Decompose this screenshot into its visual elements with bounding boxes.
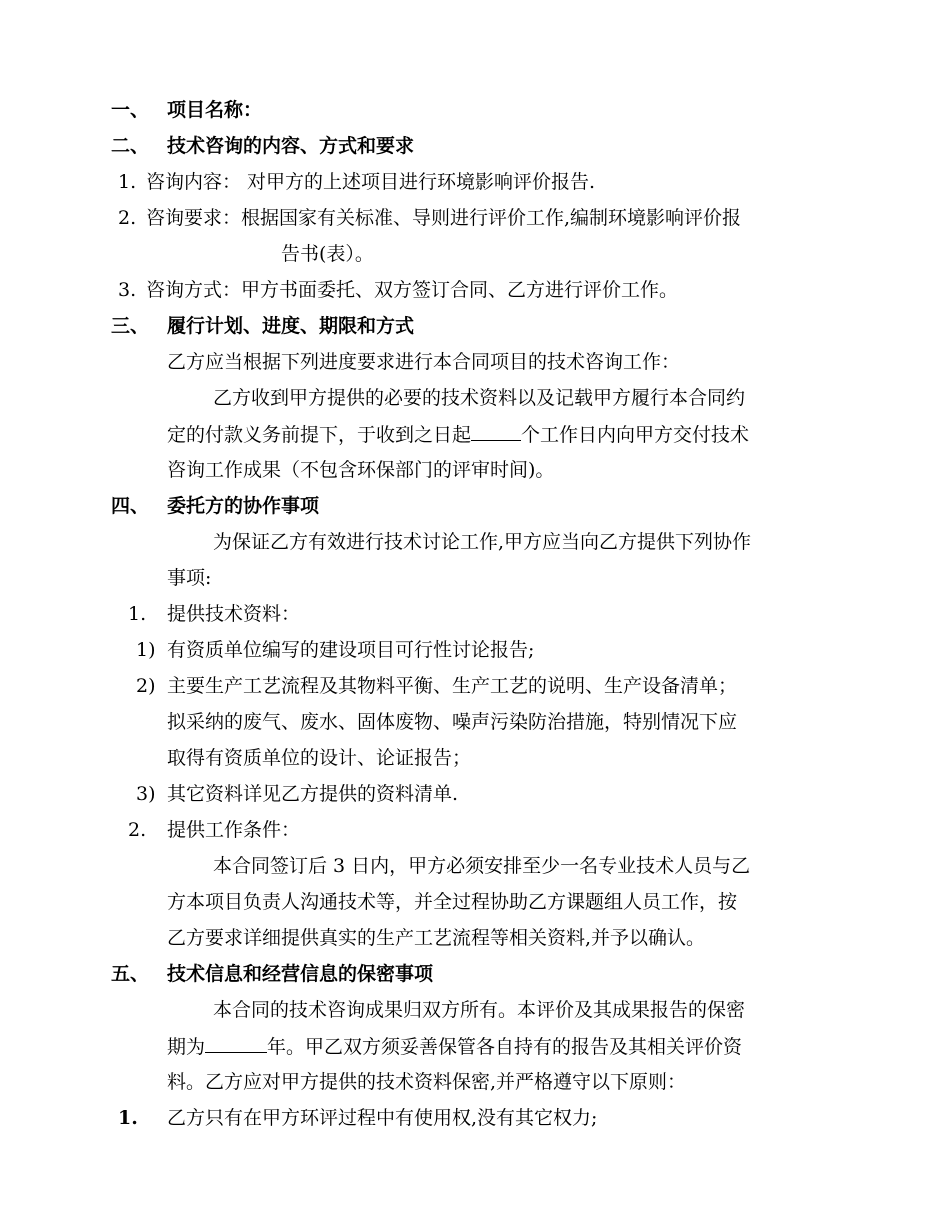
paragraph-text: 乙方要求详细提供真实的生产工艺流程等相关资料,并予以确认。 [167, 927, 706, 949]
list-item-text: 提供工作条件： [167, 819, 301, 841]
paragraph-text: 咨询工作成果（不包含环保部门的评审时间)。 [167, 459, 555, 481]
fill-in-blank-years[interactable] [205, 1034, 267, 1053]
list-item-number: 1. [118, 1107, 138, 1129]
list-item-text: 咨询内容： 对甲方的上述项目进行环境影响评价报告. [146, 171, 596, 193]
section-4-title: 委托方的协作事项 [167, 495, 320, 517]
paragraph-text-segment: 定的付款义务前提下，于收到之日起 [167, 424, 472, 446]
section-3-title: 履行计划、进度、期限和方式 [167, 315, 415, 337]
paragraph-text: 料。乙方应对甲方提供的技术资料保密,并严格遵守以下原则： [167, 1071, 687, 1093]
list-item-text: 咨询方式：甲方书面委托、双方签订合同、乙方进行评价工作。 [146, 279, 679, 301]
paragraph-text: 本合同签订后 3 日内，甲方必须安排至少一名专业技术人员与乙 [213, 855, 751, 877]
paragraph-text-segment: 个工作日内向甲方交付技术 [521, 424, 750, 446]
sub-item-text: 有资质单位编写的建设项目可行性讨论报告; [167, 639, 535, 661]
section-5-number: 五、 [111, 963, 150, 985]
sub-item-number: 3) [136, 783, 156, 805]
list-item-text: 乙方只有在甲方环评过程中有使用权,没有其它权力; [167, 1107, 598, 1129]
paragraph-text: 乙方收到甲方提供的必要的技术资料以及记载甲方履行本合同约 [213, 387, 746, 409]
section-2-title: 技术咨询的内容、方式和要求 [167, 135, 415, 157]
paragraph-text: 事项: [167, 567, 212, 589]
list-item-number: 1. [128, 603, 147, 625]
paragraph-text: 本合同的技术咨询成果归双方所有。本评价及其成果报告的保密 [213, 999, 746, 1021]
sub-item-text: 取得有资质单位的设计、论证报告； [167, 747, 472, 769]
list-item-number: 1. [118, 171, 137, 193]
section-4-number: 四、 [111, 495, 150, 517]
paragraph-text-segment: 年。甲乙双方须妥善保管各自持有的报告及其相关评价资 [267, 1036, 743, 1058]
list-item-number: 2. [118, 207, 137, 229]
list-item-text-continuation: 告书(表）。 [281, 243, 374, 265]
section-3-number: 三、 [111, 315, 150, 337]
fill-in-blank-days[interactable] [471, 422, 521, 441]
paragraph-text [167, 422, 749, 447]
paragraph-text: 乙方应当根据下列进度要求进行本合同项目的技术咨询工作： [167, 351, 681, 373]
sub-item-text: 主要生产工艺流程及其物料平衡、生产工艺的说明、生产设备清单； [167, 675, 738, 697]
sub-item-text: 其它资料详见乙方提供的资料清单. [167, 783, 459, 805]
paragraph-text [167, 1034, 742, 1059]
section-2-number: 二、 [111, 135, 150, 157]
list-item-text: 提供技术资料： [167, 603, 301, 625]
section-5-title: 技术信息和经营信息的保密事项 [167, 963, 434, 985]
list-item-number: 3. [118, 279, 137, 301]
paragraph-text: 为保证乙方有效进行技术讨论工作,甲方应当向乙方提供下列协作 [213, 531, 752, 553]
sub-item-number: 1) [136, 639, 156, 661]
section-1-title: 项目名称： [167, 99, 263, 121]
paragraph-text: 方本项目负责人沟通技术等，并全过程协助乙方课题组人员工作，按 [167, 891, 738, 913]
paragraph-text-segment: 期为 [167, 1036, 206, 1058]
sub-item-text: 拟采纳的废气、废水、固体废物、噪声污染防治措施，特别情况下应 [167, 711, 738, 733]
sub-item-number: 2) [136, 675, 156, 697]
section-1-number: 一、 [111, 99, 150, 121]
list-item-text: 咨询要求：根据国家有关标准、导则进行评价工作,编制环境影响评价报 [146, 207, 742, 229]
list-item-number: 2. [128, 819, 147, 841]
